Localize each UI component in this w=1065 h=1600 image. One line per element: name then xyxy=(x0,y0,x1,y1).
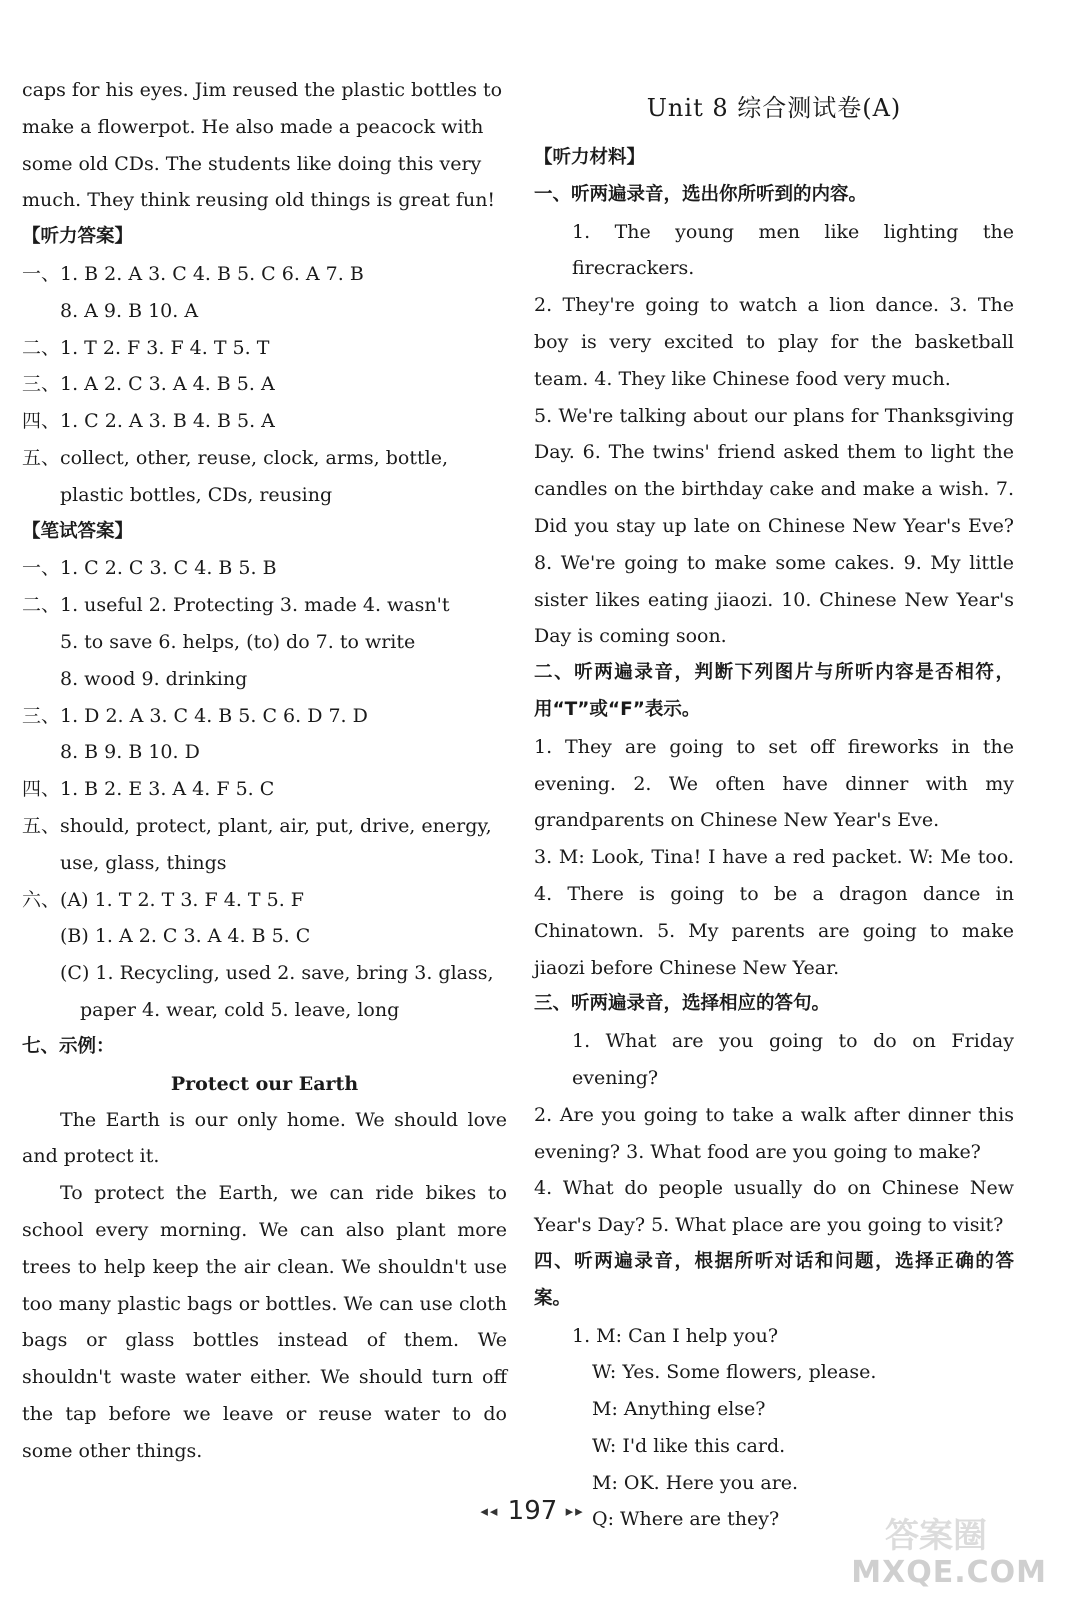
text-line: make a flowerpot. He also made a peacock with xyxy=(22,115,484,138)
dialogue-line: M: Anything else? xyxy=(592,1398,766,1421)
question-instruction: 二、听两遍录音，判断下列图片与所听内容是否相符，用“T”或“F”表示。 xyxy=(534,662,1014,720)
watermark-logo-text: 答案圈 xyxy=(885,1516,987,1556)
answer-line: 五、collect, other, reuse, clock, arms, bottle, xyxy=(22,446,448,469)
answer-line: paper 4. wear, cold 5. leave, long xyxy=(80,998,400,1021)
answer-line: 一、1. B 2. A 3. C 4. B 5. C 6. A 7. B xyxy=(22,262,364,285)
script-paragraph: 1. They are going to set off fireworks in the evening. 2. We often have dinner with my grandparents on Chinese New Year's Eve. xyxy=(534,735,1014,832)
answer-line: 三、1. A 2. C 3. A 4. B 5. A xyxy=(22,373,275,396)
answer-line: (B) 1. A 2. C 3. A 4. B 5. C xyxy=(60,925,311,948)
answer-line: 8. A 9. B 10. A xyxy=(60,299,199,322)
dialogue-line: W: Yes. Some flowers, please. xyxy=(592,1361,877,1384)
prev-arrows-icon: ◂◂ xyxy=(480,1502,500,1520)
answer-line: 5. to save 6. helps, (to) do 7. to write xyxy=(60,630,416,653)
section-heading-example: 七、示例： xyxy=(22,1035,115,1057)
section-heading-listening-answers: 【听力答案】 xyxy=(22,226,134,248)
answer-line: use, glass, things xyxy=(60,851,227,874)
watermark-logo xyxy=(885,1508,1035,1556)
answer-line: 8. wood 9. drinking xyxy=(60,667,248,690)
text-line: caps for his eyes. Jim reused the plastic bottles to xyxy=(22,79,503,101)
answer-line: 一、1. C 2. C 3. C 4. B 5. B xyxy=(22,557,277,580)
answer-line: plastic bottles, CDs, reusing xyxy=(60,483,333,506)
right-column xyxy=(534,72,1014,1538)
script-paragraph: 2. Are you going to take a walk after dinner this evening? 3. What food are you going to make? xyxy=(534,1103,1014,1163)
answer-line: 四、1. C 2. A 3. B 4. B 5. A xyxy=(22,410,275,433)
page-number-value: 197 xyxy=(507,1496,558,1526)
dialogue-line: Q: Where are they? xyxy=(592,1508,780,1531)
test-title: Unit 8 综合测试卷(A) xyxy=(646,94,902,122)
script-paragraph: 4. What do people usually do on Chinese New Year's Day? 5. What place are you going to visit? xyxy=(534,1177,1014,1237)
answer-line: 五、should, protect, plant, air, put, drive, energy, xyxy=(22,814,492,837)
answer-line: 三、1. D 2. A 3. C 4. B 5. C 6. D 7. D xyxy=(22,704,368,727)
section-heading-listening-material: 【听力材料】 xyxy=(534,147,646,168)
question-instruction: 四、听两遍录音，根据所听对话和问题，选择正确的答案。 xyxy=(534,1250,1014,1309)
answer-line: 8. B 9. B 10. D xyxy=(60,741,200,764)
section-heading-written-answers: 【笔试答案】 xyxy=(22,520,134,542)
dialogue-line: 1. M: Can I help you? xyxy=(572,1324,779,1347)
next-arrows-icon: ▸▸ xyxy=(565,1502,585,1520)
essay-paragraph: The Earth is our only home. We should love and protect it. xyxy=(22,1108,507,1168)
question-instruction: 一、听两遍录音，选出你所听到的内容。 xyxy=(534,183,868,205)
dialogue-line: W: I'd like this card. xyxy=(592,1434,786,1457)
answer-line: 六、(A) 1. T 2. T 3. F 4. T 5. F xyxy=(22,888,304,911)
answer-line: 二、1. T 2. F 3. F 4. T 5. T xyxy=(22,336,270,359)
script-line: 1. The young men like lighting the firecrackers. xyxy=(572,220,1014,280)
answer-line: 四、1. B 2. E 3. A 4. F 5. C xyxy=(22,778,275,801)
text-line: some old CDs. The students like doing this very xyxy=(22,152,482,175)
essay-title: Protect our Earth xyxy=(170,1072,359,1095)
question-instruction: 三、听两遍录音，选择相应的答句。 xyxy=(534,993,831,1015)
dialogue-line: M: OK. Here you are. xyxy=(592,1471,799,1494)
script-paragraph: 3. M: Look, Tina! I have a red packet. W: Me too. 4. There is going to be a dragon dance in Chinatown. 5. My parents are going to make jiaozi before Chinese New Year. xyxy=(534,846,1014,979)
essay-paragraph: To protect the Earth, we can ride bikes to school every morning. We can also plant more trees to help keep the air clean. We shouldn't use too many plastic bags or bottles. We can use cloth bags or glass bottles instead of them. We shouldn't waste water either. We should turn off the tap before we leave or reuse water to do some other things. xyxy=(22,1182,507,1462)
script-line: 1. What are you going to do on Friday evening? xyxy=(572,1030,1014,1089)
text-line: much. They think reusing old things is great fun! xyxy=(22,189,496,212)
watermark-text: MXQE.COM xyxy=(851,1555,1047,1590)
left-column xyxy=(22,72,507,1469)
answer-line: 二、1. useful 2. Protecting 3. made 4. wasn't xyxy=(22,594,450,617)
script-paragraph: 2. They're going to watch a lion dance. 3. The boy is very excited to play for the basketball team. 4. They like Chinese food very much. xyxy=(534,294,1014,390)
script-paragraph: 5. We're talking about our plans for Thanksgiving Day. 6. The twins' friend asked them to light the candles on the birthday cake and make a wish. 7. Did you stay up late on Chinese New Year's Eve? 8. We're going to make some cakes. 9. My little sister likes eating jiaozi. 10. Chinese New Year's Day is coming soon. xyxy=(534,404,1014,648)
answer-line: (C) 1. Recycling, used 2. save, bring 3. glass, xyxy=(60,962,494,985)
